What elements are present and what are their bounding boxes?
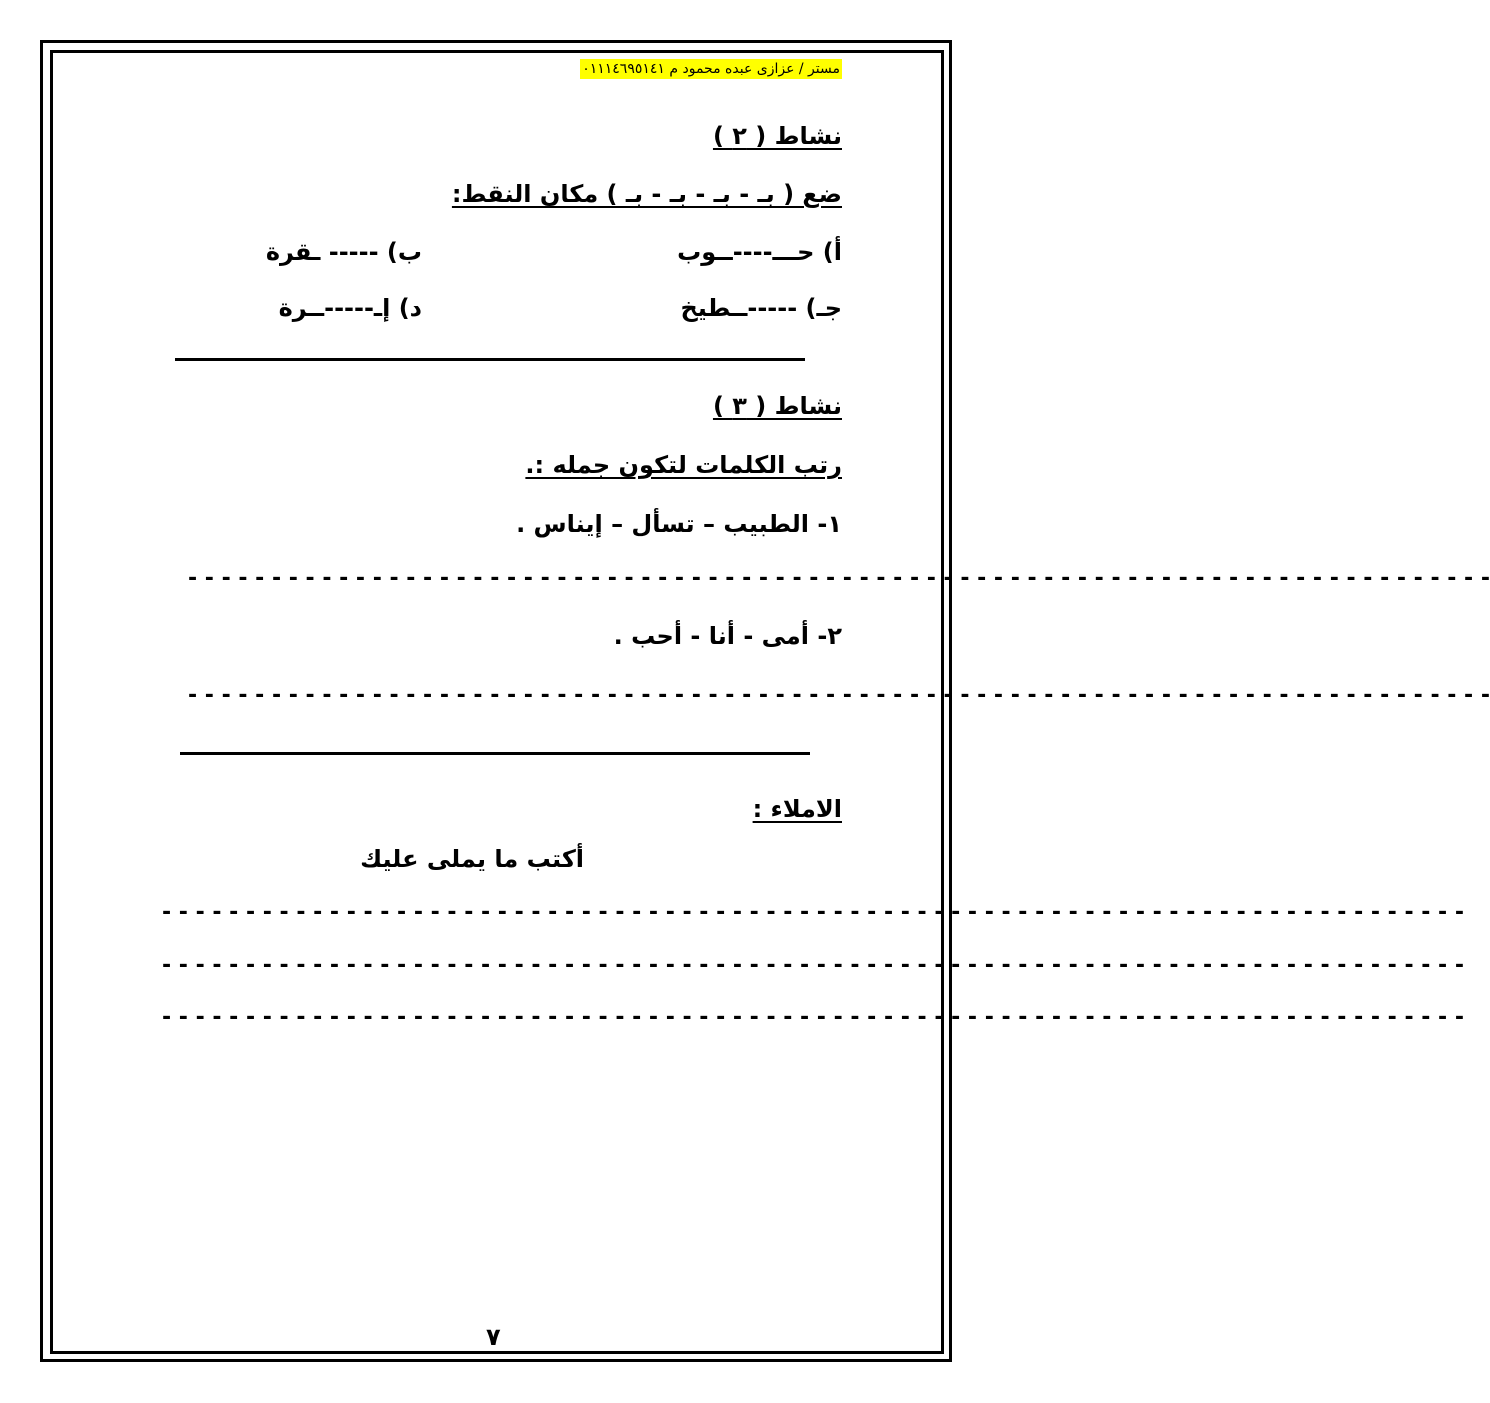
writing-line: - - - - - - - - - - - - - - - - - - - - - - - - - - - - - - - - - - - - - - - - - - - - - - - - - - - - - - - - - - - - - - - - - - - - - - - - - - - - - - (162, 1005, 1464, 1030)
dictation-instruction: أكتب ما يملى عليك (360, 845, 584, 873)
activity3-sentence-1: ١- الطبيب – تسأل – إيناس . (516, 510, 842, 538)
activity2-title: نشاط ( ٢ ) (712, 122, 842, 150)
author-header: مستر / عزازى عبده محمود م ٠١١١٤٦٩٥١٤١ (582, 61, 840, 77)
activity3-instruction: رتب الكلمات لتكون جمله :. (525, 451, 842, 479)
page-number: ٧ (486, 1323, 501, 1351)
activity2-instruction: ضع ( بـ - بـ - بـ - بـ ) مكان النقط: (451, 180, 842, 208)
activity2-item-b: ب) ----- ـقرة (265, 238, 422, 266)
writing-line: - - - - - - - - - - - - - - - - - - - - - - - - - - - - - - - - - - - - - - - - - - - - - - - - - - - - - - - - - - - - - - - - - - - - - - - - - - - - - - (162, 953, 1464, 978)
activity3-sentence-2: ٢- أمى - أنا - أحب . (613, 622, 842, 650)
section-divider (180, 752, 810, 755)
activity3-title: نشاط ( ٣ ) (712, 392, 842, 420)
activity2-item-c: جـ) -----ــطيخ (680, 294, 842, 322)
answer-line: - - - - - - - - - - - - - - - - - - - - - - - - - - - - - - - - - - - - - - - - - - - - - - - - - - - - - - - - - - - - - - - - - - - - - - - - - - - - - - (188, 683, 1490, 708)
section-divider (175, 358, 805, 361)
answer-line: - - - - - - - - - - - - - - - - - - - - - - - - - - - - - - - - - - - - - - - - - - - - - - - - - - - - - - - - - - - - - - - - - - - - - - - - - - - - - - (188, 566, 1490, 591)
activity2-item-a: أ) حـــ----ــوب (677, 238, 842, 266)
activity2-item-d: د) إـ-----ــرة (278, 294, 422, 322)
dictation-title: الاملاء : (752, 795, 842, 823)
writing-line: - - - - - - - - - - - - - - - - - - - - - - - - - - - - - - - - - - - - - - - - - - - - - - - - - - - - - - - - - - - - - - - - - - - - - - - - - - - - - - (162, 900, 1464, 925)
